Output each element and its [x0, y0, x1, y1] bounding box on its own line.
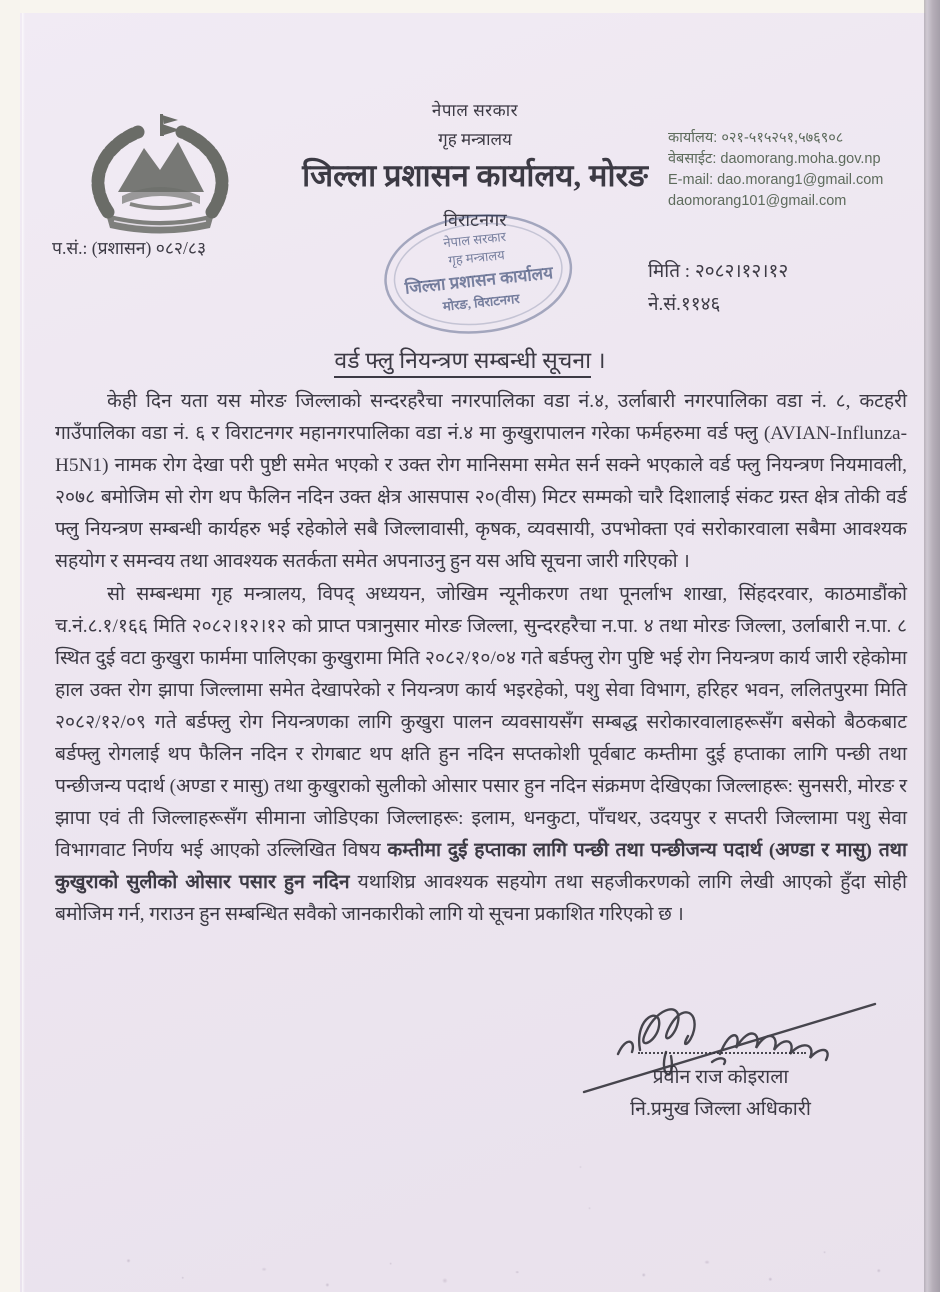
stamp-line-district: मोरङ, विराटनगर: [442, 290, 521, 314]
scan-edge-top: [0, 0, 940, 13]
stamp-line-government: नेपाल सरकार: [442, 228, 507, 251]
contact-phone: कार्यालय: ०२१-५१५२५१,५७६९०८: [668, 130, 844, 146]
paragraph-1-text: केही दिन यता यस मोरङ जिल्लाको सन्दरहरैचा नगरपालिका वडा नं.४, उर्लाबारी नगरपालिका वडा नं. ८, कटहरी गाउँपालिका वडा नं. ६ र विराटनगर महानगरपालिका वडा नं.४ मा कुखुरापालन गरेका फर्महरुमा वर्ड फ्लु (AVIAN-Influnza-H5N1) नामक रोग देखा परी पुष्टी समेत भएको र उक्त रोग मानिसमा समेत सर्न सक्ने भएकाले वर्ड फ्लु नियन्त्रण नियमावली, २०७८ बमोजिम सो रोग थप फैलिन नदिन उक्त क्षेत्र आसपास २०(वीस) मिटर सम्मको चारै दिशालाई संकट ग्रस्त क्षेत्र तोकी वर्ड फ्लु नियन्त्रण सम्बन्धी कार्यहरु भई रहेकोले सबै जिल्लावासी, कृषक, व्यवसायी, उपभोक्ता एवं सरोकारवाला सबैमा आवश्यक सहयोग र समन्वय तथा आवश्यक सतर्कता समेत अपनाउनु हुन यस अघि सूचना जारी गरिएको ।: [55, 391, 907, 572]
signatory-designation: नि.प्रमुख जिल्ला अधिकारी: [630, 1099, 811, 1120]
ministry-name: गृह मन्त्रालय: [438, 130, 512, 149]
date-block: [648, 255, 788, 321]
office-stamp: [371, 192, 585, 352]
paragraph-2: [55, 579, 907, 931]
office-name: जिल्ला प्रशासन कार्यालय, मोरङ: [302, 158, 648, 193]
contact-email-2: daomorang101@gmail.com: [668, 193, 847, 209]
government-name: नेपाल सरकार: [431, 101, 519, 120]
signatory-name: प्रवीन राज कोइराला: [652, 1067, 789, 1088]
nepal-sambat: ने.सं.११४६: [648, 294, 721, 315]
paragraph-2-text: सो सम्बन्धमा गृह मन्त्रालय, विपद् अध्ययन, जोखिम न्यूनीकरण तथा पूनर्लाभ शाखा, सिंहदरवार, काठमाडौंको च.नं.८.१/१६६ मिति २०८२।१२।१२ को प्राप्त पत्रानुसार मोरङ जिल्ला, सुन्दरहरैचा न.पा. ४ तथा मोरङ जिल्ला, उर्लाबारी न.पा. ८ स्थित दुई वटा कुखुरा फार्ममा पालिएका कुखुरामा मिति २०८२/१०/०४ गते बर्डफ्लु रोग पुष्टि भई रोग नियन्त्रण कार्य जारी रहेकोमा हाल उक्त रोग झापा जिल्लामा समेत देखापरेको र नियन्त्रण कार्य भइरहेको, पशु सेवा विभाग, हरिहर भवन, ललितपुरमा मिति २०८२/१२/०९ गते बर्डफ्लु रोग नियन्त्रणका लागि कुखुरा पालन व्यवसायसँग सम्बद्ध सरोकारवालाहरूसँग बसेको बैठकबाट बर्डफ्लु रोगलाई थप फैलिन नदिन र रोगबाट थप क्षति हुन नदिन सप्तकोशी पूर्वबाट कम्तीमा दुई हप्ताका लागि पन्छी तथा पन्छीजन्य पदार्थ (अण्डा र मासु) तथा कुखुराको सुलीको ओसार पसार हुन नदिन संक्रमण देखिएका जिल्लाहरू: सुनसरी, मोरङ र झापा एवं ती जिल्लाहरूसँग सीमाना जोडिएका जिल्लाहरू: इलाम, धनकुटा, पाँचथर, उदयपुर र सप्तरी जिल्लामा पशु सेवा विभागवाट निर्णय भई आएको उल्लिखित विषय: [55, 584, 907, 861]
paragraph-2-bold-text: कम्तीमा दुई हप्ताका लागि पन्छी तथा पन्छीजन्य पदार्थ (अण्डा र मासु) तथा कुखुराको सुलीको ओसार पसार हुन नदिन: [55, 840, 907, 893]
notice-title-text: वर्ड फ्लु नियन्त्रण सम्बन्धी सूचना: [334, 348, 591, 378]
stamp-line-office: जिल्ला प्रशासन कार्यालय: [403, 263, 554, 298]
contact-website: वेबसाईट: daomorang.moha.gov.np: [668, 151, 881, 167]
contact-email-1: E-mail: dao.morang1@gmail.com: [668, 172, 884, 188]
scan-noise: [20, 1150, 924, 1292]
stamp-line-ministry: गृह मन्त्रालय: [447, 247, 506, 268]
office-city: विराटनगर: [443, 210, 507, 230]
notice-title: [0, 343, 940, 375]
paper-crease: [22, 13, 25, 1292]
scan-edge-right: [924, 0, 940, 1292]
paragraph-2-closing-text: यथाशिघ्र आवश्यक सहयोग तथा सहजीकरणको लागि लेखी आएको हुँदा सोही बमोजिम गर्न, गराउन हुन सम्बन्धित सवैको जानकारीको लागि यो सूचना प्रकाशित गरिएको छ ।: [55, 872, 907, 925]
contact-block: [668, 128, 928, 212]
letter-body: [55, 386, 907, 931]
signature-scribble: [570, 992, 890, 1107]
reference-number: प.सं.: (प्रशासन) ०८२/८३: [52, 238, 207, 258]
scan-edge-left: [0, 0, 20, 1292]
letter-date: मिति : २०८२।१२।१२: [648, 261, 789, 282]
notice-title-danda: ।: [596, 348, 606, 373]
nepal-emblem-icon: [70, 112, 250, 240]
paragraph-1: [55, 386, 907, 578]
